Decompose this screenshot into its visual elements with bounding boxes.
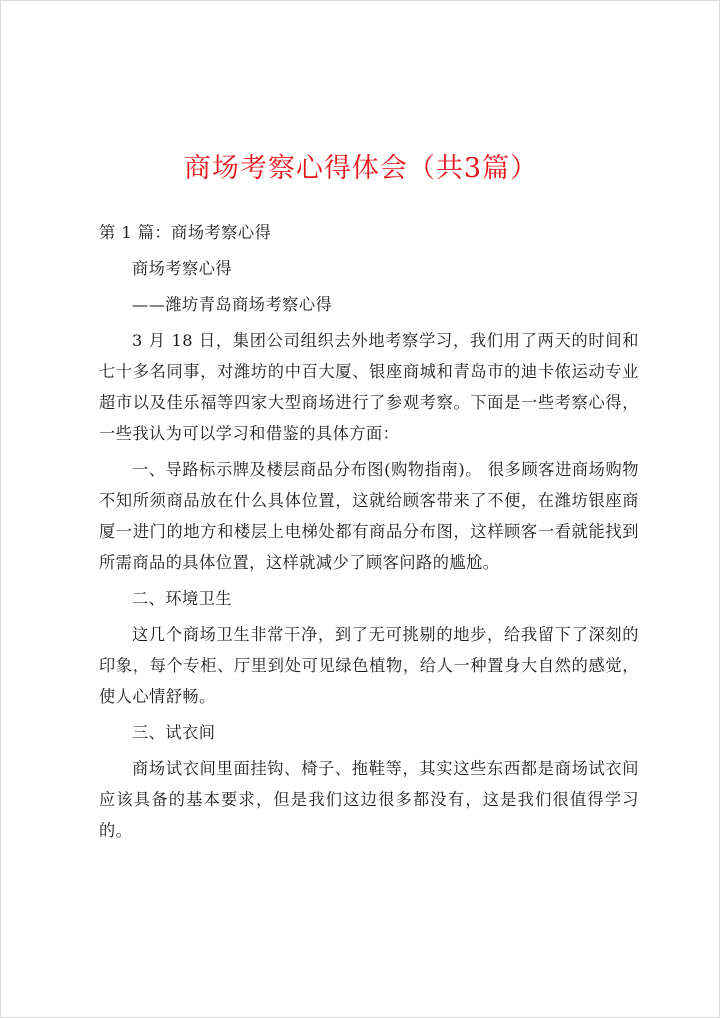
section-2-paragraph: 这几个商场卫生非常干净，到了无可挑剔的地步，给我留下了深刻的印象，每个专柜、厅里到处可见绿色植物，给人一种置身大自然的感觉，使人心情舒畅。 — [99, 625, 639, 706]
document-body — [99, 217, 639, 846]
article-byline: ——潍坊青岛商场考察心得 — [132, 295, 333, 314]
section-3-paragraph: 商场试衣间里面挂钩、椅子、拖鞋等，其实这些东西都是商场试衣间应该具备的基本要求，但是我们这边很多都没有，这是我们很值得学习的。 — [99, 759, 639, 840]
section-2-heading: 二、环境卫生 — [132, 589, 233, 608]
part-heading: 第 1 篇：商场考察心得 — [99, 223, 272, 242]
intro-paragraph: 3 月 18 日，集团公司组织去外地考察学习，我们用了两天的时间和七十多名同事，对潍坊的中百大厦、银座商城和青岛市的迪卡侬运动专业超市以及佳乐福等四家大型商场进行了参观考察。下面是一些考察心得，一些我认为可以学习和借鉴的具体方面： — [99, 331, 639, 443]
section-3-heading: 三、试衣间 — [132, 723, 216, 742]
section-1-paragraph: 一、导路标示牌及楼层商品分布图(购物指南)。 很多顾客进商场购物不知所须商品放在什么具体位置，这就给顾客带来了不便，在潍坊银座商厦一进门的地方和楼层上电梯处都有商品分布图，这样顾客一看就能找到所需商品的具体位置，这样就减少了顾客问路的尴尬。 — [99, 460, 639, 572]
article-subtitle: 商场考察心得 — [132, 259, 233, 278]
document-title: 商场考察心得体会（共3篇） — [183, 153, 539, 184]
